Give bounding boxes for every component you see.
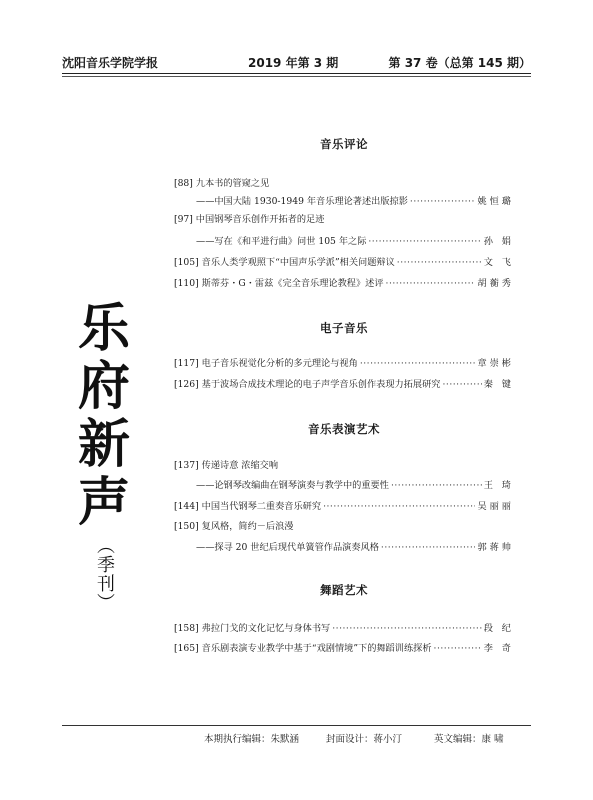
section-title: 电子音乐: [320, 321, 368, 335]
masthead-char: 乐: [77, 299, 130, 359]
entry-author: 文 飞: [483, 257, 514, 268]
footer-rule: [62, 725, 531, 726]
entry-title: ——中国大陆 1930-1949 年音乐理论著述出版掠影: [196, 196, 408, 207]
entry-title: ——探寻 20 世纪后现代单簧管作品演奏风格: [196, 542, 379, 553]
leader-dots: [332, 623, 481, 635]
leader-dots: [410, 196, 476, 208]
leader-dots: [360, 358, 476, 370]
entry-title: [165] 音乐剧表演专业教学中基于“戏剧情境”下的舞蹈训练探析: [174, 643, 432, 654]
toc-entry: [174, 358, 514, 370]
english-editor: 英文编辑：康 啸: [434, 734, 504, 745]
header-rule-thin: [62, 76, 531, 77]
entry-title: ——论钢琴改编曲在钢琴演奏与教学中的重要性: [196, 480, 389, 491]
entry-title: [110] 斯蒂芬・G・雷兹《完全音乐理论教程》述评: [174, 278, 384, 289]
leader-dots: [386, 278, 476, 290]
toc-entry: [174, 643, 514, 655]
section-title: 音乐表演艺术: [308, 422, 380, 436]
entry-author: 李 奇: [483, 643, 514, 654]
masthead-char: 新: [77, 415, 130, 475]
entry-title: [117] 电子音乐视觉化分析的多元理论与视角: [174, 358, 358, 369]
entry-author: 章崇彬: [477, 358, 514, 369]
entry-title: [88] 九本书的管窥之见: [174, 178, 270, 189]
entry-author: 吴丽丽: [477, 501, 514, 512]
masthead-char: 府: [77, 357, 130, 417]
leader-dots: [323, 501, 475, 513]
journal-name: 沈阳音乐学院学报: [62, 56, 159, 70]
section-title: 音乐评论: [320, 137, 368, 151]
toc-entry: [174, 501, 514, 513]
entry-author: 孙 娟: [483, 236, 514, 247]
masthead-subtitle: （季刊）: [94, 536, 115, 612]
entry-title: [158] 弗拉门戈的文化记忆与身体书写: [174, 623, 331, 634]
toc-entry: [196, 236, 514, 248]
entry-author: 胡蘅秀: [477, 278, 514, 289]
leader-dots: [368, 236, 481, 248]
entry-title: [105] 音乐人类学观照下“中国声乐学派”相关问题辩议: [174, 257, 395, 268]
entry-author: 秦 键: [483, 379, 514, 390]
entry-title: ——写在《和平进行曲》问世 105 年之际: [196, 236, 367, 247]
toc-entry: [174, 178, 514, 190]
entry-title: [150] 复风格，简约－后浪漫: [174, 521, 294, 532]
leader-dots: [434, 643, 482, 655]
toc-entry: [174, 521, 514, 533]
leader-dots: [443, 379, 482, 391]
leader-dots: [397, 257, 482, 269]
issue-number: 2019 年第 3 期: [248, 56, 339, 70]
toc-entry: [174, 278, 514, 290]
entry-author: 姚恒璐: [477, 196, 514, 207]
leader-dots: [391, 480, 482, 492]
toc-entry: [174, 623, 514, 635]
toc-entry: [174, 379, 514, 391]
entry-author: 郭蒋帅: [477, 542, 514, 553]
column-masthead: [68, 300, 140, 612]
entry-title: [126] 基于波场合成技术理论的电子声学音乐创作表现力拓展研究: [174, 379, 441, 390]
entry-author: 段 纪: [483, 623, 514, 634]
entry-title: [137] 传递诗意 浓缩交响: [174, 460, 279, 471]
toc-entry: [196, 480, 514, 492]
toc-entry: [174, 257, 514, 269]
volume-number: 第 37 卷（总第 145 期）: [388, 56, 531, 70]
section-title: 舞蹈艺术: [320, 583, 368, 597]
header-rule: [62, 73, 531, 74]
entry-author: 王 琦: [483, 480, 514, 491]
entry-title: [97] 中国钢琴音乐创作开拓者的足迹: [174, 214, 325, 225]
masthead-char: 声: [77, 473, 130, 533]
toc-entry: [196, 196, 514, 208]
cover-designer: 封面设计：蒋小汀: [326, 734, 403, 745]
toc-entry: [174, 460, 514, 472]
executive-editor: 本期执行编辑：朱默涵: [204, 734, 300, 745]
leader-dots: [381, 542, 476, 554]
toc-entry: [196, 542, 514, 554]
entry-title: [144] 中国当代钢琴二重奏音乐研究: [174, 501, 322, 512]
toc-entry: [174, 214, 514, 226]
